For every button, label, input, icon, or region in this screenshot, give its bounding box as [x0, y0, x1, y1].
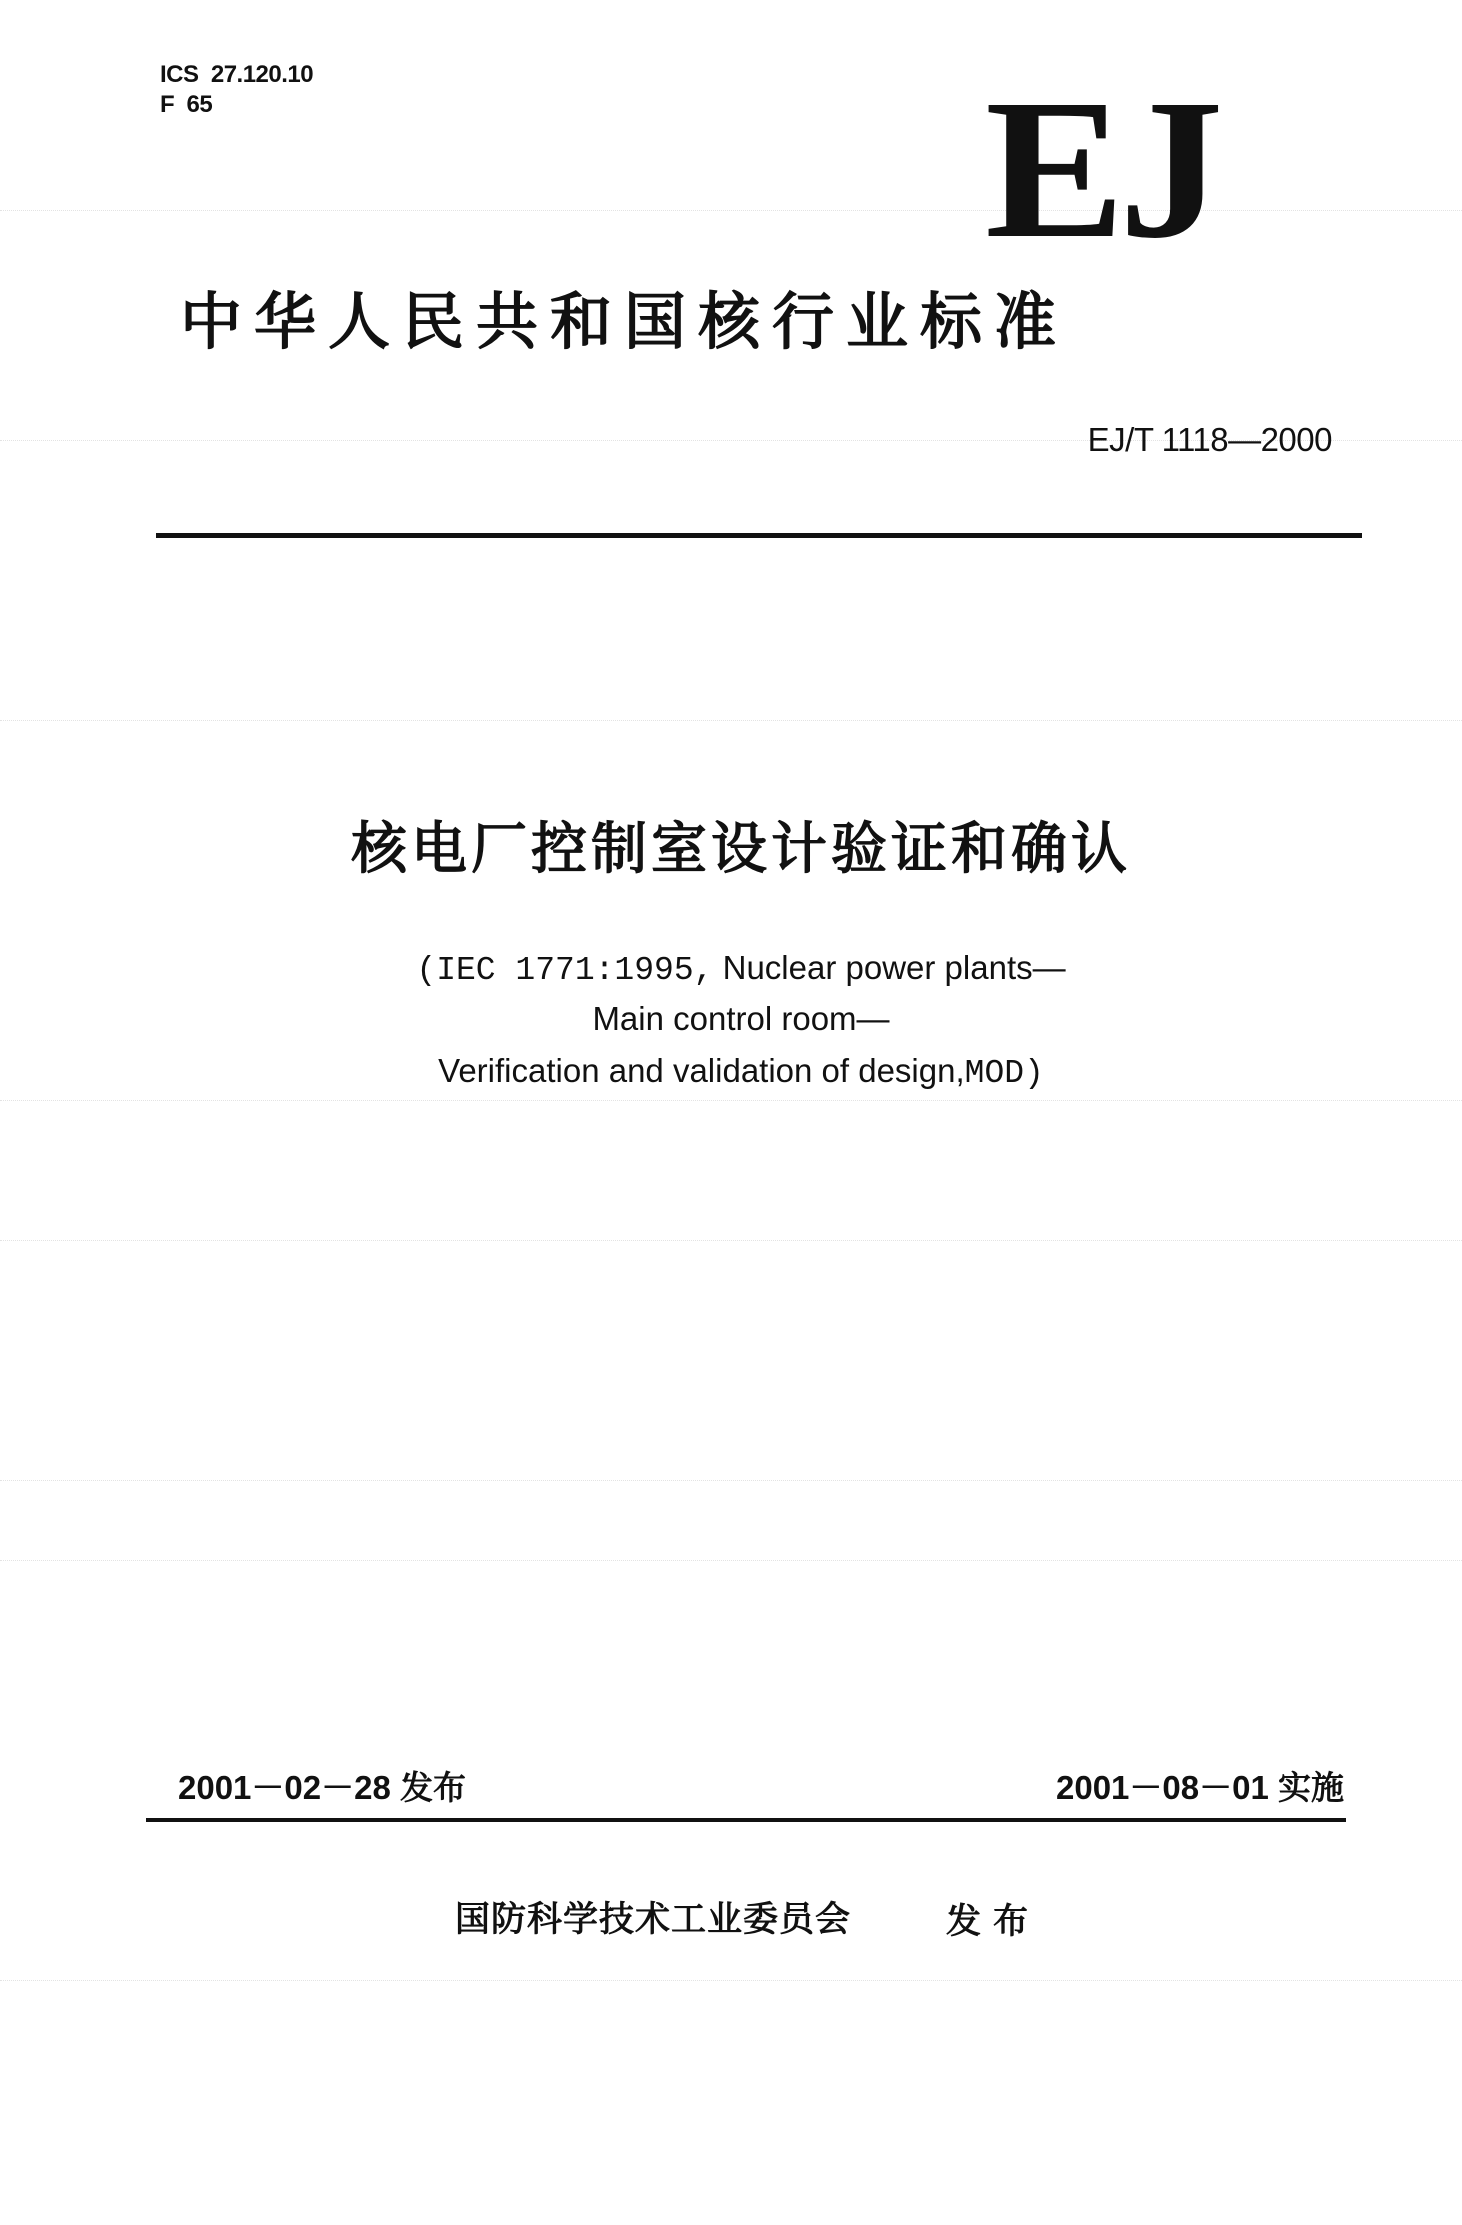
classification-block [160, 60, 313, 120]
ics-code: ICS 27.120.10 [160, 61, 314, 88]
subtitle-line-2: Main control room— [592, 1000, 890, 1037]
ccs-code: F 65 [160, 91, 213, 118]
scan-line [0, 1240, 1462, 1241]
iec-reference: (IEC 1771:1995, [416, 952, 714, 989]
standard-category-title: 中华人民共和国核行业标准 [180, 285, 1069, 358]
issuing-authority: 国防科学技术工业委员会 [455, 1900, 852, 1940]
scan-line [0, 210, 1462, 211]
ej-logo: EJ [985, 59, 1218, 280]
subtitle-line-1 [0, 943, 1462, 996]
bottom-divider [146, 1818, 1346, 1822]
scan-line [0, 720, 1462, 721]
document-title: 核电厂控制室设计验证和确认 [351, 817, 1131, 882]
scan-line [0, 1480, 1462, 1481]
subtitle-line-3-text: Verification and validation of design, [438, 1052, 965, 1089]
standard-number: EJ/T 1118—2000 [1087, 421, 1332, 458]
subtitle-line-3 [0, 1046, 1462, 1099]
scan-line [0, 1980, 1462, 1981]
mod-marker: MOD) [964, 1055, 1044, 1092]
issue-label: 发布 [946, 1902, 1041, 1942]
scan-line [0, 1560, 1462, 1561]
effective-date: 2001－08－01 实施 [1056, 1769, 1344, 1806]
top-divider [156, 533, 1362, 538]
scan-line [0, 1100, 1462, 1101]
subtitle-line-1-text: Nuclear power plants— [713, 949, 1066, 986]
publish-date: 2001－02－28 发布 [178, 1769, 466, 1806]
